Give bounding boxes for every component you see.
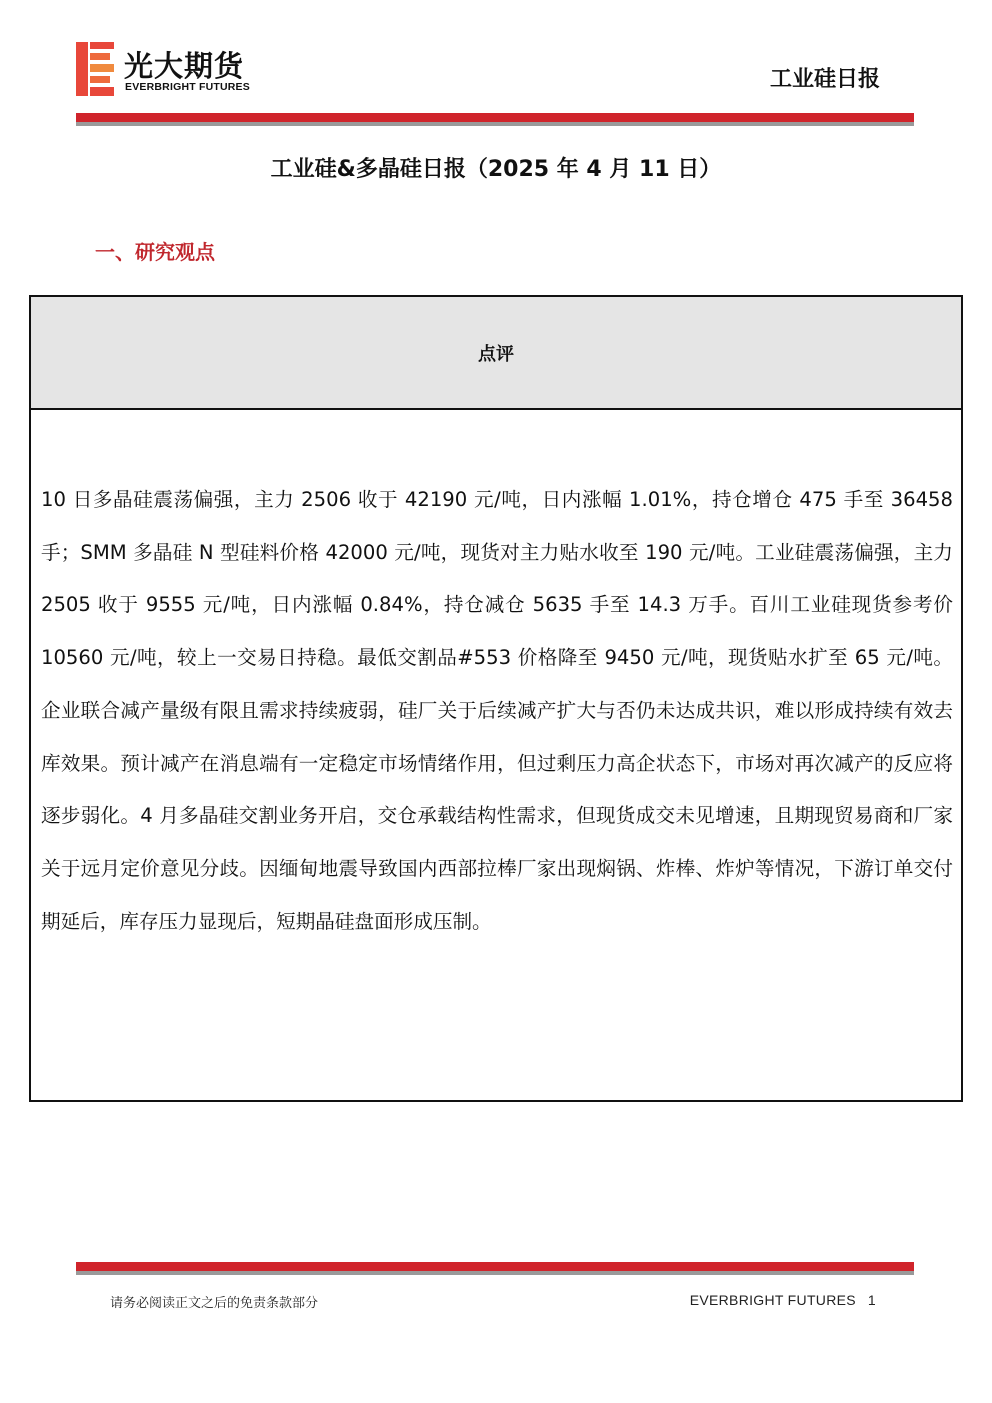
page-number: 1 — [867, 1292, 876, 1308]
footer-company-name: EVERBRIGHT FUTURES — [689, 1292, 856, 1308]
logo-chinese-name: 光大期货 — [124, 49, 245, 83]
footer-company — [690, 1292, 876, 1308]
document-title: 工业硅&多晶硅日报（2025 年 4 月 11 日） — [270, 157, 722, 182]
section-heading: 一、研究观点 — [95, 240, 215, 264]
comment-table — [29, 295, 963, 1102]
comment-table-header: 点评 — [31, 297, 961, 410]
everbright-logo-icon — [76, 42, 116, 96]
disclaimer-notice: 请务必阅读正文之后的免责条款部分 — [110, 1296, 319, 1311]
header-divider — [76, 113, 914, 126]
company-logo — [76, 42, 316, 98]
footer-divider — [76, 1262, 914, 1275]
report-type-label: 工业硅日报 — [769, 67, 880, 92]
comment-text: 10 日多晶硅震荡偏强，主力 2506 收于 42190 元/吨，日内涨幅 1.01%，持仓增仓 475 手至 36458 手；SMM 多晶硅 N 型硅料价格 42000 元/吨，现货对主力贴水收至 190 元/吨。工业硅震荡偏强，主力 2505 收于 9555 元/吨，日内涨幅 0.84%，持仓减仓 5635 手至 14.3 万手。百川工业硅现货参考价 10560 元/吨，较上一交易日持稳。最低交割品#553 价格降至 9450 元/吨，现货贴水扩至 65 元/吨。企业联合减产量级有限且需求持续疲弱，硅厂关于后续减产扩大与否仍未达成共识，难以形成持续有效去库效果。预计减产在消息端有一定稳定市场情绪作用，但过剩压力高企状态下，市场对再次减产的反应将逐步弱化。4 月多晶硅交割业务开启，交仓承载结构性需求，但现货成交未见增速，且期现贸易商和厂家关于远月定价意见分歧。因缅甸地震导致国内西部拉棒厂家出现焖锅、炸棒、炸炉等情况，下游订单交付期延后，库存压力显现后，短期晶硅盘面形成压制。 — [41, 488, 953, 933]
logo-english-name: EVERBRIGHT FUTURES — [125, 81, 250, 93]
